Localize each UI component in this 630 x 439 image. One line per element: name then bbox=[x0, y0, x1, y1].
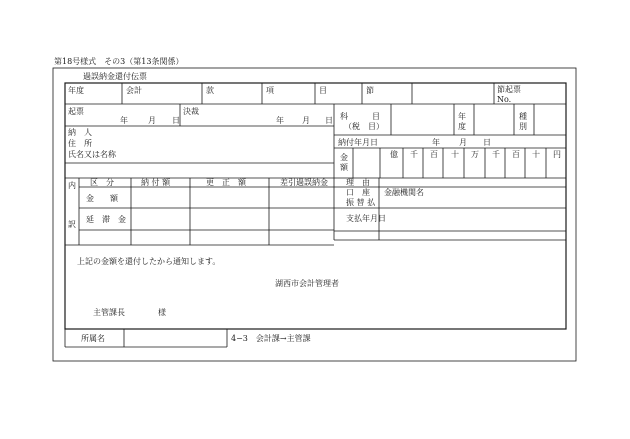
label-shiharai-date: 支払年月日 bbox=[346, 214, 386, 223]
label-uchiwake-b: 訳 bbox=[68, 220, 76, 229]
label-nendo: 年度 bbox=[68, 86, 84, 95]
label-kan: 款 bbox=[206, 86, 214, 95]
label-nendo-a: 年 bbox=[458, 112, 466, 121]
label-address: 住 所 bbox=[68, 139, 92, 148]
label-name: 氏名又は名称 bbox=[68, 150, 116, 159]
kihyo-month: 月 bbox=[148, 116, 156, 125]
digit-hyaku-1: 百 bbox=[430, 150, 438, 159]
label-kihyo: 起票 bbox=[68, 107, 84, 116]
form-number: 第18号様式 その3（第13条関係） bbox=[54, 57, 184, 66]
nouzuke-month: 月 bbox=[459, 138, 467, 147]
label-furikae: 振 替 払 bbox=[346, 198, 376, 207]
digit-juu-1: 十 bbox=[451, 150, 459, 159]
kihyo-year: 年 bbox=[120, 116, 128, 125]
nouzuke-day: 日 bbox=[483, 138, 491, 147]
kessai-year: 年 bbox=[276, 116, 284, 125]
label-setsu-kihyo-no: No. bbox=[497, 95, 512, 104]
kessai-month: 月 bbox=[302, 116, 310, 125]
label-bank: 金融機関名 bbox=[384, 188, 424, 197]
th-kubun: 区 分 bbox=[90, 178, 114, 187]
issuer: 湖西市会計管理者 bbox=[275, 279, 339, 288]
label-setsu-kihyo: 節起票 bbox=[497, 85, 521, 94]
label-kamoku: 科 目 bbox=[340, 112, 380, 121]
notice-text: 上記の金額を還付したから通知します。 bbox=[77, 257, 221, 266]
label-nounyu: 納 人 bbox=[68, 128, 92, 137]
label-kaikei: 会計 bbox=[126, 86, 142, 95]
inner-frame bbox=[65, 83, 566, 329]
label-setsu: 節 bbox=[366, 86, 374, 95]
digit-sen-2: 千 bbox=[492, 150, 500, 159]
label-riyu: 理 由 bbox=[346, 178, 370, 187]
label-nendo-b: 度 bbox=[458, 122, 466, 131]
digit-juu-2: 十 bbox=[532, 150, 540, 159]
th-kousei: 更 正 額 bbox=[206, 178, 246, 187]
label-zeimoku: （税 目） bbox=[344, 122, 384, 131]
row-entaikin: 延 滞 金 bbox=[86, 215, 126, 224]
label-uchiwake-a: 内 bbox=[68, 181, 76, 190]
digit-sen-1: 千 bbox=[410, 150, 418, 159]
nouzuke-year: 年 bbox=[432, 138, 440, 147]
addressee-title: 主管課長 bbox=[93, 308, 125, 317]
label-kingaku-b: 額 bbox=[340, 163, 348, 172]
label-shubetsu-a: 種 bbox=[519, 112, 527, 121]
kessai-day: 日 bbox=[325, 116, 333, 125]
addressee-honorific: 様 bbox=[158, 308, 166, 317]
label-shubetsu-b: 別 bbox=[519, 122, 527, 131]
label-kessai: 決裁 bbox=[183, 107, 199, 116]
outer-frame bbox=[53, 68, 576, 361]
digit-hyaku-2: 百 bbox=[512, 150, 520, 159]
label-kouza: 口 座 bbox=[346, 188, 370, 197]
th-noufu: 納 付 額 bbox=[141, 178, 171, 187]
label-kingaku-a: 金 bbox=[340, 153, 348, 162]
kihyo-day: 日 bbox=[172, 116, 180, 125]
form-title: 過誤納金還付伝票 bbox=[83, 72, 147, 81]
routing-note: 4−3 会計課→主管課 bbox=[231, 334, 311, 343]
digit-oku: 億 bbox=[390, 150, 398, 159]
row-kingaku: 金 額 bbox=[86, 194, 118, 203]
digit-en: 円 bbox=[553, 150, 561, 159]
label-kou: 項 bbox=[266, 86, 274, 95]
label-dept: 所属名 bbox=[81, 334, 105, 343]
label-nouzuke-date: 納付年月日 bbox=[338, 138, 378, 147]
th-sashihiki: 差引過誤納金 bbox=[280, 178, 328, 187]
digit-man: 万 bbox=[471, 150, 479, 159]
label-moku: 目 bbox=[319, 86, 327, 95]
